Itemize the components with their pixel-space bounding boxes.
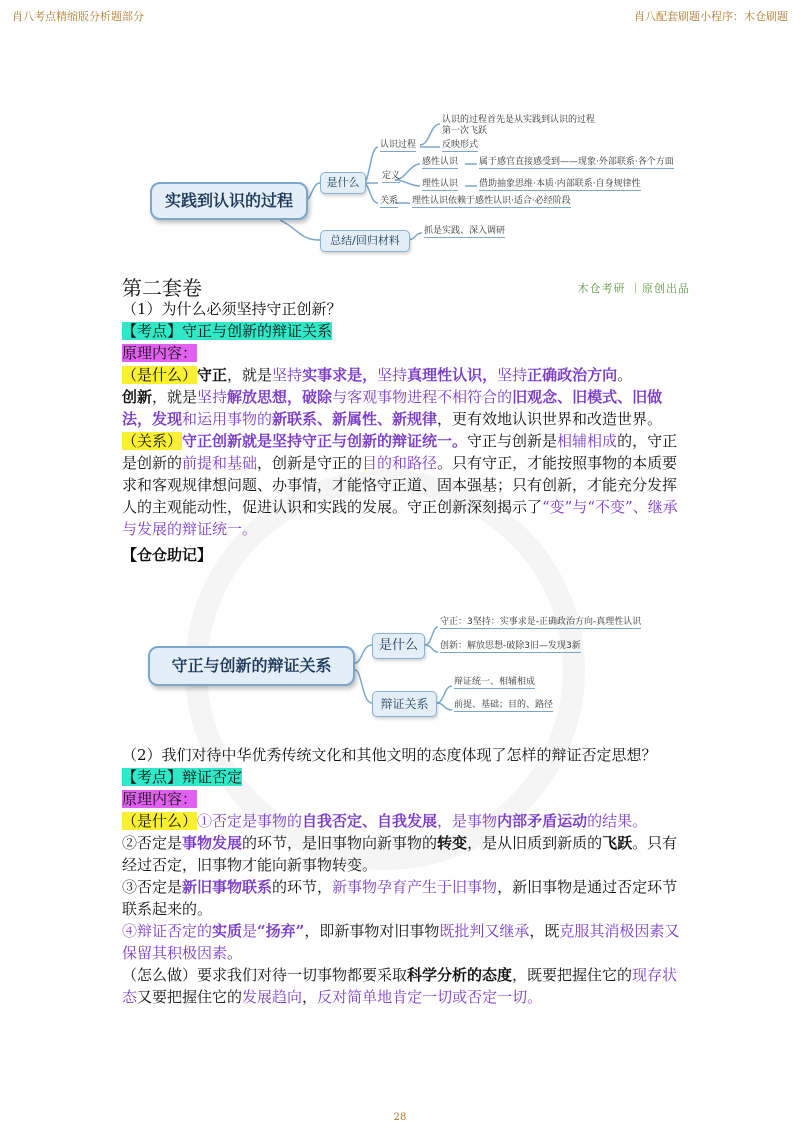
q1-mnemonic-heading: 【仓仓助记】 xyxy=(122,546,213,564)
q2-how-to: （怎么做）要求我们对待一切事物都要采取科学分析的态度，既要把握住它的现存状态又要把握住它的发展趋向，反对简单地肯定一切或否定一切。 xyxy=(122,966,678,1006)
mindmap1-sub-definition: 定义 xyxy=(382,171,401,181)
mindmap2-leaf-chuangxin: 创新：解放思想-破除3旧—发现3新 xyxy=(440,641,581,651)
q1-paragraph-shouzheng: （是什么）守正，就是坚持实事求是，坚持真理性认识，坚持正确政治方向。 xyxy=(122,366,633,384)
q2-tag-what: （是什么） xyxy=(122,812,198,830)
q2-kaodian: 【考点】辩证否定 xyxy=(122,768,243,786)
q2-point-3: ③否定是新旧事物联系的环节，新事物孕育产生于旧事物，新旧事物是通过否定环节联系起来的。 xyxy=(122,878,678,918)
q1-tag-what: （是什么） xyxy=(122,366,198,384)
q1-paragraph-chuangxin: 创新，就是坚持解放思想，破除与客观事物进程不相符合的旧观念、旧模式、旧做法，发现和运用事物的新联系、新属性、新规律，更有效地认识世界和改造世界。 xyxy=(122,388,663,428)
mindmap-practice-to-cognition xyxy=(0,0,800,270)
mindmap1-root: 实践到认识的过程 xyxy=(150,182,308,220)
header-right: 肖八配套刷题小程序：木仓刷题 xyxy=(634,10,788,23)
mindmap1-leaf-process-1: 认识的过程首先是从实践到认识的过程 xyxy=(442,115,596,125)
page-number: 28 xyxy=(393,1112,407,1123)
mindmap2-branch-what: 是什么 xyxy=(372,633,425,659)
mindmap2-leaf-unity: 辩证统一、相辅相成 xyxy=(454,677,536,687)
mindmap1-sub-perceptual: 感性认识 xyxy=(422,157,459,167)
mindmap1-sub-rational: 理性认识 xyxy=(422,179,459,189)
q1-paragraph-relation: （关系）守正创新就是坚持守正与创新的辩证统一。守正与创新是相辅相成的，守正是创新的前提和基础，创新是守正的目的和路径。只有守正，才能按照事物的本质要求和客观规律想问题、办事情，才能恪守正道、固本强基；只有创新，才能充分发挥人的主观能动性，促进认识和实践的发展。守正创新深刻揭示了“变”与“不变”、继承与发展的辩证统一。 xyxy=(122,432,678,538)
mindmap1-leaf-relation: 理性认识依赖于感性认识·适合·必经阶段 xyxy=(412,196,571,206)
mindmap2-leaf-basis: 前提、基础；目的、路径 xyxy=(454,700,554,710)
mindmap1-leaf-rational: 借助抽象思维·本质·内部联系·自身规律性 xyxy=(479,179,641,189)
brand-stamp: 木仓考研 ｜原创出品 xyxy=(577,282,690,295)
question-2-block xyxy=(122,744,712,1008)
mindmap2-leaf-shouzheng: 守正：3坚持：实事求是-正确政治方向-真理性认识 xyxy=(440,617,642,627)
q1-yuanli-label: 原理内容： xyxy=(122,344,198,362)
mindmap1-leaf-form: 反映形式 xyxy=(442,140,479,150)
mindmap1-branch-summary: 总结/回归材料 xyxy=(320,230,410,252)
q2-point-2: ②否定是事物发展的环节，是旧事物向新事物的转变，是从旧质到新质的飞跃。只有经过否定，旧事物才能向新事物转变。 xyxy=(122,834,678,874)
mindmap-shouzheng-chuangxin xyxy=(0,600,800,730)
mindmap1-leaf-process-2: 第一次飞跃 xyxy=(442,126,488,136)
q2-point-1: （是什么）①否定是事物的自我否定、自我发展，是事物内部矛盾运动的结果。 xyxy=(122,812,648,830)
mindmap2-branch-relation: 辩证关系 xyxy=(372,691,437,717)
mindmap1-branch-what: 是什么 xyxy=(320,172,366,194)
q1-kaodian: 【考点】守正与创新的辩证关系 xyxy=(122,322,333,340)
section-title: 第二套卷 xyxy=(122,276,202,300)
question-1-text: （1）为什么必须坚持守正创新？ xyxy=(122,300,342,318)
mindmap1-leaf-summary: 抓是实践、深入调研 xyxy=(424,226,506,236)
q2-point-4: ④辩证否定的实质是“扬弃”，即新事物对旧事物既批判又继承，既克服其消极因素又保留其积极因素。 xyxy=(122,922,680,962)
header-left: 肖八考点精缩版分析题部分 xyxy=(12,10,144,23)
mindmap2-root: 守正与创新的辩证关系 xyxy=(148,646,355,686)
mindmap1-sub-relation: 关系 xyxy=(380,196,399,206)
mindmap1-sub-process: 认识过程 xyxy=(380,140,417,150)
question-2-text: （2）我们对待中华优秀传统文化和其他文明的态度体现了怎样的辩证否定思想？ xyxy=(122,746,657,764)
question-1-block xyxy=(122,298,688,566)
q1-tag-relation: （关系） xyxy=(122,432,183,450)
q2-yuanli-label: 原理内容： xyxy=(122,790,198,808)
mindmap1-leaf-perceptual: 属于感官直接感受到——现象·外部联系·各个方面 xyxy=(479,157,674,167)
